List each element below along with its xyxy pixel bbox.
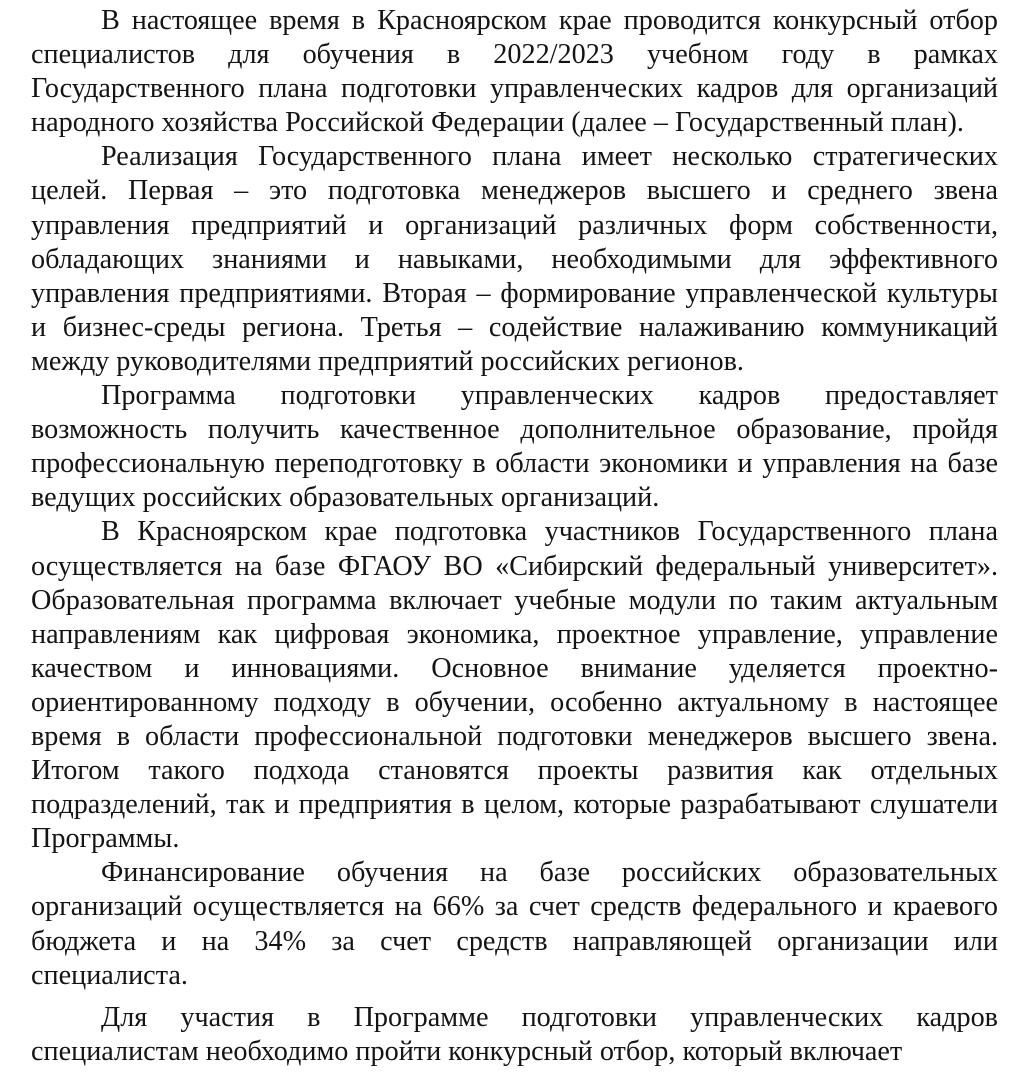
paragraph-financing: Финансирование обучения на базе российских образовательных организаций осуществляется на 66% за счет средств федерального и краевого бюджета и на 34% за счет средств направляющей организации или специалиста. — [31, 857, 998, 991]
paragraph-participation: Для участия в Программе подготовки управленческих кадров специалистам необходимо пройти конкурсный отбор, который включает — [31, 1001, 998, 1067]
paragraph-program: Программа подготовки управленческих кадров предоставляет возможность получить качественное дополнительное образование, пройдя профессиональную переподготовку в области экономики и управления на базе ведущих российских образовательных организаций. — [31, 380, 998, 514]
document-page — [31, 4, 998, 1069]
paragraph-goals: Реализация Государственного плана имеет несколько стратегических целей. Первая – это подготовка менеджеров высшего и среднего звена управления предприятий и организаций различных форм собственности, обладающих знаниями и навыками, необходимыми для эффективного управления предприятиями. Вторая – формирование управленческой культуры и бизнес-среды региона. Третья – содействие налаживанию коммуникаций между руководителями предприятий российских регионов. — [31, 141, 998, 377]
paragraph-krasnoyarsk: В Красноярском крае подготовка участников Государственного плана осуществляется на базе ФГАОУ ВО «Сибирский федеральный университет». Образовательная программа включает учебные модули по таким актуальным направлениям как цифровая экономика, проектное управление, управление качеством и инновациями. Основное внимание уделяется проектно-ориентированному подходу в обучении, особенно актуальному в настоящее время в области профессиональной подготовки менеджеров высшего звена. Итогом такого подхода становятся проекты развития как отдельных подразделений, так и предприятия в целом, которые разрабатывают слушатели Программы. — [31, 516, 998, 855]
paragraph-intro: В настоящее время в Красноярском крае проводится конкурсный отбор специалистов для обучения в 2022/2023 учебном году в рамках Государственного плана подготовки управленческих кадров для организаций народного хозяйства Российской Федерации (далее – Государственный план). — [31, 5, 998, 139]
